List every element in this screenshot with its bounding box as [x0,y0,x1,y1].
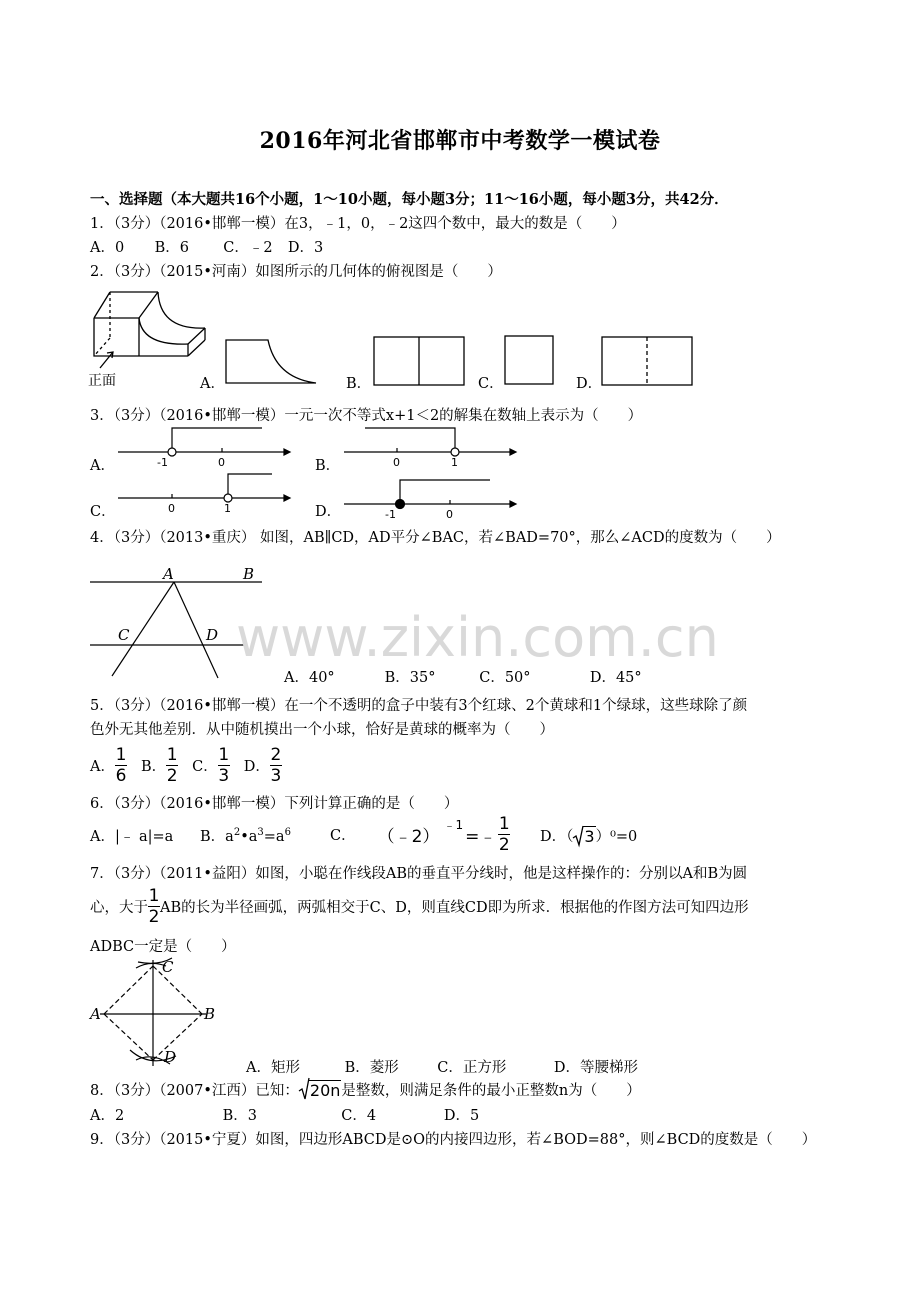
q2-option-d: D． [576,376,603,392]
q8-option-c: C．4 [341,1108,377,1124]
q4-option-a: A．40° [284,670,335,686]
q5-stem-line2: 色外无其他差别．从中随机摸出一个小球，恰好是黄球的概率为（ ） [90,722,554,738]
q3c-tick-1: 1 [224,502,231,515]
q6-option-b: B．$a^2•a^3=a^6$ [200,827,291,845]
q3b-tick-0: 0 [393,456,400,469]
q8-option-b: B．3 [222,1108,257,1124]
q5-c-num: 1 [218,744,230,765]
q1-option-b: B．6 [154,240,189,256]
q7-label-a: A [90,1005,101,1023]
q6-c-equals: =﹣ [465,826,497,847]
q4-option-c: C．50° [479,670,531,686]
q7-options [246,1056,638,1077]
q3b-tick-1: 1 [451,456,458,469]
q7-stem-line1: 7．（3分）（2011•益阳）如图，小聪在作线段AB的垂直平分线时，他是这样操作的：分别以A和B为圆 [90,866,748,882]
q2-option-c: C． [478,376,504,392]
q5-option-c-label: C． [192,758,218,775]
q1-option-c: C．﹣2 [223,240,273,256]
q3-stem: 3．（3分）（2016•邯郸一模）一元一次不等式x+1＜2的解集在数轴上表示为（ ） [90,408,643,424]
q5-stem-line1: 5．（3分）（2016•邯郸一模）在一个不透明的盒子中装有3个红球、2个黄球和1个绿球，这些球除了颜 [90,698,748,714]
q5-b-num: 1 [166,744,178,765]
q6-option-d-label: D．（ [540,829,574,845]
q7-label-d: D [164,1048,177,1066]
q2-front-label: 正面 [88,373,116,389]
q5-d-den: 3 [270,765,282,786]
q3c-tick-0: 0 [168,502,175,515]
q8-stem [90,1078,641,1100]
q7-stem-pre: 心，大于 [90,899,148,916]
q5-b-den: 2 [166,765,178,786]
q2-stem: 2．（3分）（2015•河南）如图所示的几何体的俯视图是（ ） [90,264,502,280]
q9-stem: 9．（3分）（2015•宁夏）如图，四边形ABCD是⊙O的内接四边形，若∠BOD=88°，则∠BCD的度数是（ ） [90,1132,817,1148]
q5-c-den: 3 [218,765,230,786]
q3a-tick-neg1: -1 [157,456,168,469]
q1-option-d: D．3 [287,240,324,256]
q7-option-a: A．矩形 [246,1060,300,1076]
q3d-tick-neg1: -1 [385,508,396,521]
q5-d-num: 2 [270,744,282,765]
q8-radicand: 20n [309,1081,341,1100]
q3-option-b: B． [315,458,341,474]
q2-option-b: B． [346,376,372,392]
q2-option-a: A． [200,376,225,392]
q8-option-d: D．5 [443,1108,480,1124]
q8-option-a: A．2 [90,1108,125,1124]
q4-option-b: B．35° [384,670,436,686]
q5-option-b-label: B． [140,758,167,775]
q7-stem-post: AB的长为半径画弧，两弧相交于C、D，则直线CD即为所求．根据他的作图方法可知四边形 [160,899,749,916]
q4-stem: 4．（3分）（2013•重庆） 如图，AB∥CD，AD平分∠BAC，若∠BAD=70°，那么∠ACD的度数为（ ） [90,530,781,546]
q3-option-a: A． [90,458,115,474]
q6-c-den: 2 [498,834,510,855]
section-heading: 一、选择题（本大题共16个小题，1～10小题，每小题3分；11～16小题，每小题3分，共42分． [90,191,729,208]
q4-option-d: D．45° [589,670,642,686]
q7-option-c: C．正方形 [437,1060,507,1076]
q7-option-d: D．等腰梯形 [553,1060,638,1076]
q6-option-b-label: B． [200,829,226,845]
q5-option-d-label: D． [243,758,270,775]
q6-c-exponent: ﹣1 [443,817,464,832]
q6-c-num: 1 [498,813,510,834]
q7-option-b: B．菱形 [344,1060,399,1076]
page-title: 2016年河北省邯郸市中考数学一模试卷 [259,128,661,154]
q1-option-a: A．0 [90,240,125,256]
q3-option-d: D． [315,504,342,520]
q6-stem: 6．（3分）（2016•邯郸一模）下列计算正确的是（ ） [90,796,459,812]
q4-label-d: D [206,626,219,644]
q6-option-c-label: C． [330,827,356,844]
q7-frac-den: 2 [148,906,160,927]
q3a-tick-0: 0 [218,456,225,469]
q6-d-radicand: 3 [584,826,595,846]
q7-label-c: C [162,958,174,976]
sqrt-icon [299,1078,342,1100]
q5-option-a-label: A． [90,758,115,775]
q6-option-d-tail: ）⁰=0 [595,829,638,845]
q6-c-base: （﹣2） [377,826,440,847]
q7-stem-line3: ADBC一定是（ ） [90,939,236,955]
q7-frac-num: 1 [148,885,160,906]
q3d-tick-0: 0 [446,508,453,521]
watermark: www.zixin.com.cn [236,606,719,669]
q6-option-a: A．|﹣ a|=a [90,829,174,845]
q5-a-den: 6 [115,765,127,786]
q1-stem: 1．（3分）（2016•邯郸一模）在3，﹣1，0，﹣2这四个数中，最大的数是（ ） [90,216,626,232]
q5-a-num: 1 [115,744,127,765]
q4-label-a: A [163,565,174,583]
q4-label-b: B [243,565,255,583]
q3-option-c: C． [90,504,116,520]
q4-label-c: C [118,626,130,644]
q8-options [90,1104,479,1125]
q8-stem-post: 是整数，则满足条件的最小正整数n为（ ） [341,1082,641,1099]
q7-label-b: B [204,1005,216,1023]
q8-stem-pre: 8．（3分）（2007•江西）已知： [90,1082,299,1099]
